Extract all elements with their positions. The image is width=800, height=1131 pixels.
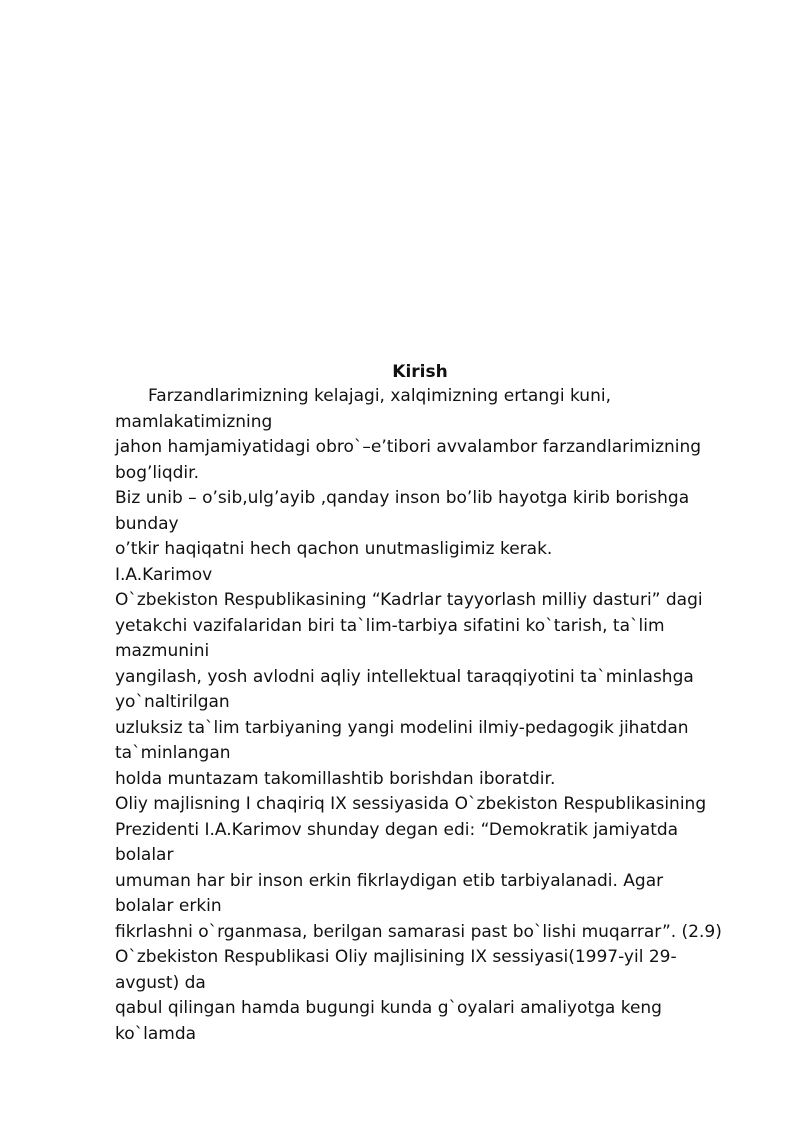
- text-line: umuman har bir inson erkin fikrlaydigan etib tarbiyalanadi. Agar: [115, 870, 664, 891]
- author-line: I.A.Karimov: [115, 564, 213, 585]
- text-line: ko`lamda: [115, 1023, 197, 1044]
- text-line: yangilash, yosh avlodni aqliy intellektual taraqqiyotini ta`minlashga: [115, 666, 694, 687]
- text-line: bolalar: [115, 845, 174, 865]
- text-line: fikrlashni o`rganmasa, berilgan samarasi past bo`lishi muqarrar”. (2.9): [115, 921, 722, 942]
- text-line: jahon hamjamiyatidagi obro`–e’tibori avvalambor farzandlarimizning: [115, 437, 702, 457]
- text-line: avgust) da: [115, 972, 206, 993]
- text-line: yo`naltirilgan: [115, 692, 230, 712]
- text-line: Oliy majlisning I chaqiriq IX sessiyasida O`zbekiston Respublikasining: [115, 794, 707, 814]
- text-line: ta`minlangan: [115, 743, 231, 763]
- text-line: uzluksiz ta`lim tarbiyaning yangi modelini ilmiy-pedagogik jihatdan: [115, 717, 689, 738]
- text-line: qabul qilingan hamda bugungi kunda g`oyalari amaliyotga keng: [115, 998, 662, 1018]
- text-line: mamlakatimizning: [115, 411, 273, 432]
- document-body: [115, 384, 755, 1047]
- text-line: Prezidenti I.A.Karimov shunday degan edi: “Demokratik jamiyatda: [115, 819, 679, 840]
- text-line: o’tkir haqiqatni hech qachon unutmasligimiz kerak.: [115, 539, 553, 559]
- text-line: yetakchi vazifalaridan biri ta`lim-tarbiya sifatini ko`tarish, ta`lim: [115, 615, 665, 636]
- text-line: O`zbekiston Respublikasi Oliy majlisining IX sessiyasi(1997-yil 29-: [115, 947, 677, 967]
- text-line: Biz unib – o’sib,ulg’ayib ,qanday inson bo’lib hayotga kirib borishga: [115, 488, 690, 508]
- text-line: bunday: [115, 513, 179, 534]
- text-line: bog’liqdir.: [115, 462, 199, 483]
- text-line: O`zbekiston Respublikasining “Kadrlar tayyorlash milliy dasturi” dagi: [115, 590, 703, 610]
- text-line: bolalar erkin: [115, 896, 222, 916]
- text-line: mazmunini: [115, 641, 210, 661]
- text-line: holda muntazam takomillashtib borishdan iboratdir.: [115, 768, 556, 789]
- page-title: Kirish: [392, 362, 448, 382]
- text-line: Farzandlarimizning kelajagi, xalqimizning ertangi kuni,: [148, 386, 611, 406]
